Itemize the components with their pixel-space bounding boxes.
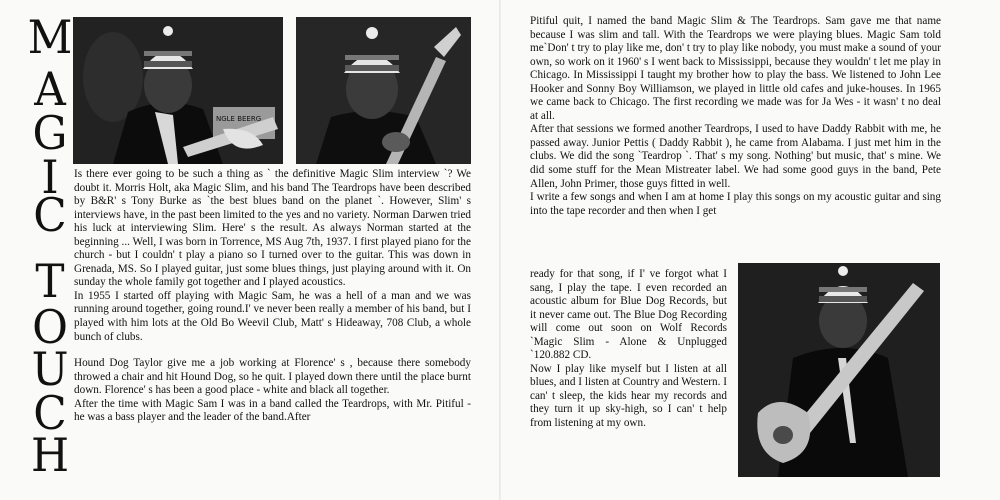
paragraph: Is there ever going to be such a thing as ` the definitive Magic Slim interview `? We doubt it. Morris Holt, aka Magic Slim, and his band The Teardrops have been described by B&R' s Tony Burke as `the best blues band on the planet `. However, Slim' s interviews have, in the past been limited to the yes and no variety. Norman Darwen tried his luck at interviewing Slim. Here' s the result. As always Norman started at the beginning ... Well, I was born in Torrence, MS Aug 7th, 1937. I first played piano for the church - but I couldn' t play a piano so I turned over to the guitar. This was down in Grenada, MS. So I played guitar, just some blues things, just playing around with it. On sunday the whole family got together and I played acoustics. [74, 168, 471, 289]
paragraph: Now I play like myself but I listen at all blues, and I listen at Country and Western. I can' t sleep, the kids hear my records and they turn it up sky-high, so I can' t help from listening at my own. [530, 362, 727, 430]
title-letter: M [27, 10, 73, 64]
title-letter: H [30, 428, 70, 482]
paragraph: After the time with Magic Sam I was in a band called the Teardrops, with Mr. Pitiful - he was a bass player and the leader of the band.After [74, 397, 471, 424]
title-letter: T [35, 254, 65, 308]
title-letter: C [33, 386, 67, 440]
article-right-column [530, 15, 941, 218]
title-letter: I [41, 150, 59, 204]
article-left-column [74, 168, 471, 425]
paragraph: ready for that song, if I' ve forgot what I sang, I play the tape. I even recorded an acoustic album for Blue Dog Records, but it never came out. The Blue Dog Recording will come out soon on Wolf Records `Magic Slim - Alone & Unplugged `120.882 CD. [530, 268, 727, 362]
paragraph: I write a few songs and when I am at home I play this songs on my acoustic guitar and sing into the tape recorder and then when I get [530, 191, 941, 217]
paragraph: Hound Dog Taylor give me a job working at Florence' s , because there somebody throwed a chair and hit Hound Dog, so he quit. I played down there until the place burnt down. Florence' s has been a good place - white and black all together. [74, 357, 471, 397]
vertical-title [24, 10, 76, 484]
guitar-player-photo-right [738, 263, 940, 477]
title-letter: A [34, 62, 66, 116]
title-letter: C [33, 188, 67, 242]
paragraph-gap [74, 344, 471, 357]
amp-label: NGLE BEERG [216, 115, 262, 123]
page-fold [499, 0, 501, 500]
article-right-narrow-column [530, 268, 727, 431]
guitar-player-photo-center [296, 17, 471, 164]
title-letter: G [32, 106, 68, 160]
paragraph: After that sessions we formed another Teardrops, I used to have Daddy Rabbit with me, he passed away. Junior Pettis ( Daddy Rabbit ), he came from Alabama. I just met him in the clubs. We did the song `Teardrop `. That' s my song. Nothing' but music, that' s mine. We did some stuff for the Mean Mistreater label. We had some good guys in the band, Pete Allen, John Primer, those guys fitted in well. [530, 123, 941, 190]
title-letter: O [32, 300, 68, 354]
paragraph: Pitiful quit, I named the band Magic Slim & The Teardrops. Sam gave me that name because I was slim and tall. With the Teardrops we were playing blues. Magic Sam told me`Don' t try to play like me, don' t try to play like nobody, you must make a sound of your own, so work on it 1960' s I went back to Mississippi, because they wouldn' t let me play in Chicago. In Mississippi I taught my brother how to play the bass. We listened to John Lee Hooker and Sonny Boy Williamson, we played in little old cafes and juke-houses. In 1965 we came back to Chicago. The first recording we made was for Ja Wes - it wasn' t no deal at all. [530, 15, 941, 122]
paragraph: In 1955 I started off playing with Magic Sam, he was a hell of a man and we was running around together, going round.I' ve never been really a member of his band, but I played with him lots at the Old Bo Weevil Club, Matt' s Hideaway, 708 Club, a whole bunch of clubs. [74, 289, 471, 343]
title-letter: U [31, 342, 69, 396]
guitar-player-photo-left [73, 17, 283, 164]
